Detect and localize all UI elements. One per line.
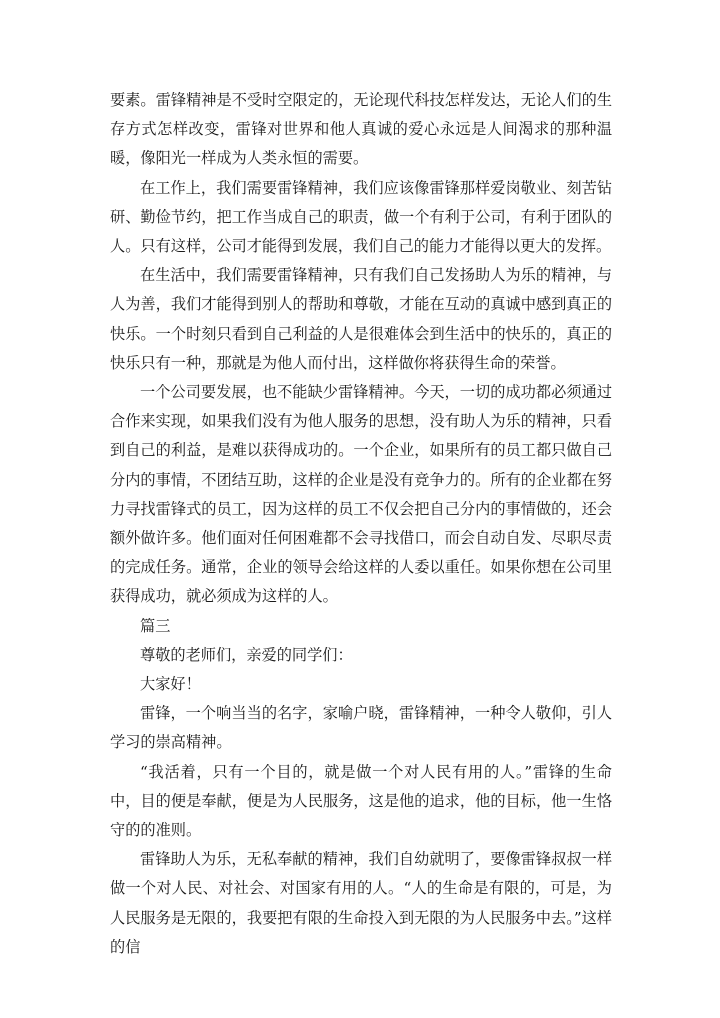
section-heading: 篇三: [140, 616, 171, 635]
paragraph-1: 要素。雷锋精神是不受时空限定的，无论现代科技怎样发达，无论人们的生存方式怎样改变，雷锋对世界和他人真诚的爱心永远是人间渴求的那种温暖，像阳光一样成为人类永恒的需要。: [110, 91, 612, 168]
paragraph-5: 雷锋，一个响当当的名字，家喻户晓，雷锋精神，一种令人敬仰，引人学习的崇高精神。: [110, 704, 612, 752]
paragraph-2: 在工作上，我们需要雷锋精神，我们应该像雷锋那样爱岗敬业、刻苦钻研、勤俭节约，把工作当成自己的职责，做一个有利于公司，有利于团队的人。只有这样，公司才能得到发展，我们自己的能力才能得以更大的发挥。: [110, 178, 612, 256]
paragraph-7: 雷锋助人为乐，无私奉献的精神，我们自幼就明了，要像雷锋叔叔一样做一个对人民、对社会、对国家有用的人。“人的生命是有限的，可是，为人民服务是无限的，我要把有限的生命投入到无限的为人民服务中去。”这样的信: [110, 850, 612, 956]
paragraph-4: 一个公司要发展，也不能缺少雷锋精神。今天，一切的成功都必须通过合作来实现，如果我们没有为他人服务的思想，没有助人为乐的精神，只看到自己的利益，是难以获得成功的。一个企业，如果所有的员工都只做自己分内的事情，不团结互助，这样的企业是没有竞争力的。所有的企业都在努力寻找雷锋式的员工，因为这样的员工不仅会把自己分内的事情做的，还会额外做许多。他们面对任何困难都不会寻找借口，而会自动自发、尽职尽责的完成任务。通常，企业的领导会给这样的人委以重任。如果你想在公司里获得成功，就必须成为这样的人。: [110, 383, 612, 606]
document-body: [110, 86, 612, 962]
greeting: 大家好！: [140, 675, 201, 694]
paragraph-6: “我活着，只有一个目的，就是做一个对人民有用的人。”雷锋的生命中，目的便是奉献，便是为人民服务，这是他的追求，他的目标，他一生恪守的的准则。: [110, 762, 612, 840]
paragraph-3: 在生活中，我们需要雷锋精神，只有我们自己发扬助人为乐的精神，与人为善，我们才能得到别人的帮助和尊敬，才能在互动的真诚中感到真正的快乐。一个时刻只看到自己利益的人是很难体会到生活中的快乐的，真正的快乐只有一种，那就是为他人而付出，这样做你将获得生命的荣誉。: [110, 266, 612, 372]
salutation: 尊敬的老师们，亲爱的同学们：: [140, 645, 353, 664]
